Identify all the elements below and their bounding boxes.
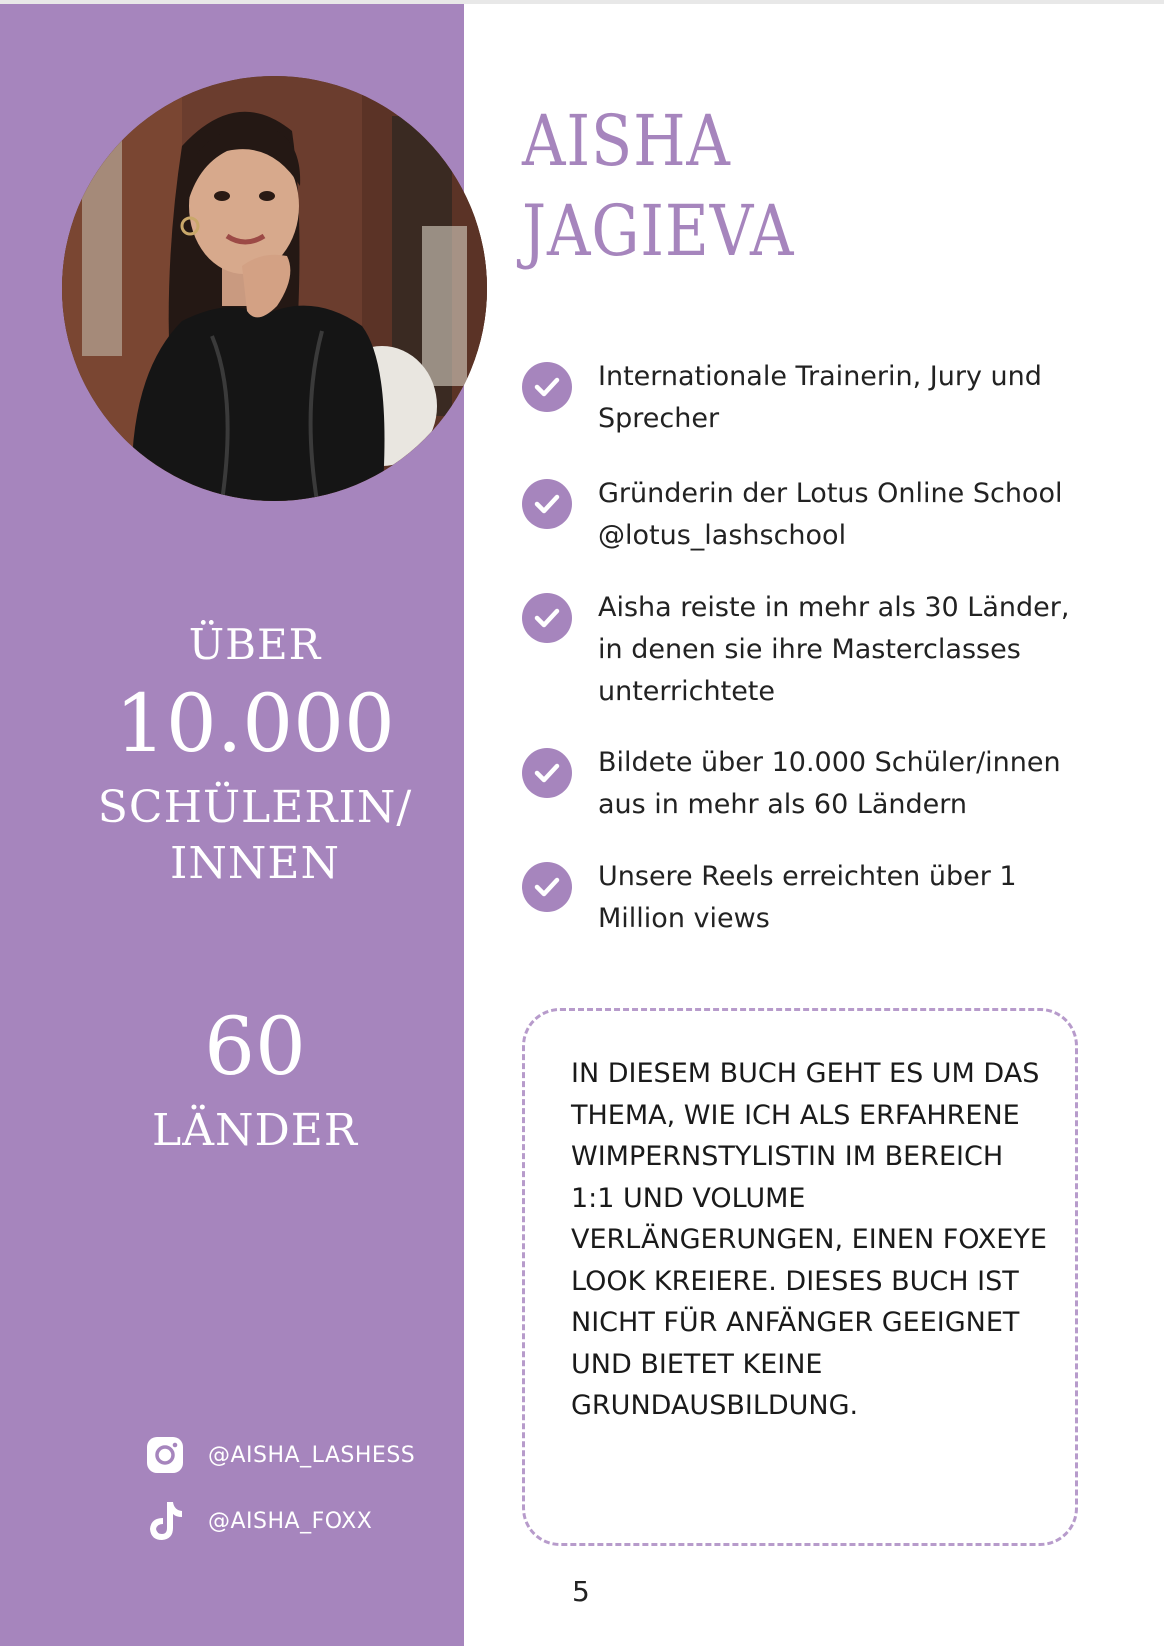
check-icon bbox=[522, 748, 572, 798]
students-label-line2: INNEN bbox=[170, 838, 340, 889]
book-info-box bbox=[522, 1008, 1078, 1546]
check-icon bbox=[522, 479, 572, 529]
list-item-text: Internationale Trainerin, Jury und Sprecher bbox=[598, 361, 1042, 434]
list-item-text: Unsere Reels erreichten über 1 Million views bbox=[598, 861, 1017, 934]
countries-count: 60 bbox=[204, 1000, 306, 1093]
instagram-handle: @AISHA_LASHESS bbox=[208, 1442, 416, 1468]
check-icon bbox=[522, 593, 572, 643]
list-item bbox=[522, 593, 1082, 713]
tiktok-handle: @AISHA_FOXX bbox=[208, 1508, 373, 1534]
list-item bbox=[522, 362, 1082, 440]
book-info-text: IN DIESEM BUCH GEHT ES UM DAS THEMA, WIE ICH ALS ERFAHRENE WIMPERNSTYLISTIN IM BEREICH 1:1 UND VOLUME VERLÄNGERUNGEN, EINEN FOXEYE LOOK KREIERE. DIESES BUCH IST NICHT FÜR ANFÄNGER GEEIGNET UND BIETET KEINE GRUNDAUSBILDUNG. bbox=[571, 1058, 1047, 1421]
list-item-text: Gründerin der Lotus Online School @lotus_lashschool bbox=[598, 478, 1063, 551]
check-icon bbox=[522, 362, 572, 412]
students-count: 10.000 bbox=[115, 677, 395, 770]
author-name bbox=[522, 96, 794, 276]
list-item bbox=[522, 862, 1082, 940]
list-item bbox=[522, 479, 1082, 557]
stat-over-label: ÜBER bbox=[188, 620, 322, 669]
countries-label: LÄNDER bbox=[151, 1105, 359, 1156]
instagram-icon bbox=[144, 1434, 186, 1476]
check-icon bbox=[522, 862, 572, 912]
students-label-line1: SCHÜLERIN/ bbox=[97, 782, 413, 833]
students-label bbox=[0, 780, 510, 892]
list-item-text: Aisha reiste in mehr als 30 Länder, in denen sie ihre Masterclasses unterrichtete bbox=[598, 592, 1070, 707]
portrait-photo bbox=[62, 76, 487, 501]
list-item-text: Bildete über 10.000 Schüler/innen aus in mehr als 60 Ländern bbox=[598, 747, 1061, 820]
instagram-handle-row[interactable] bbox=[144, 1434, 415, 1476]
page-number: 5 bbox=[572, 1575, 590, 1608]
author-first-name: AISHA bbox=[522, 100, 731, 182]
tiktok-icon bbox=[144, 1500, 186, 1542]
list-item bbox=[522, 748, 1082, 826]
author-last-name: JAGIEVA bbox=[522, 190, 795, 272]
tiktok-handle-row[interactable] bbox=[144, 1500, 372, 1542]
